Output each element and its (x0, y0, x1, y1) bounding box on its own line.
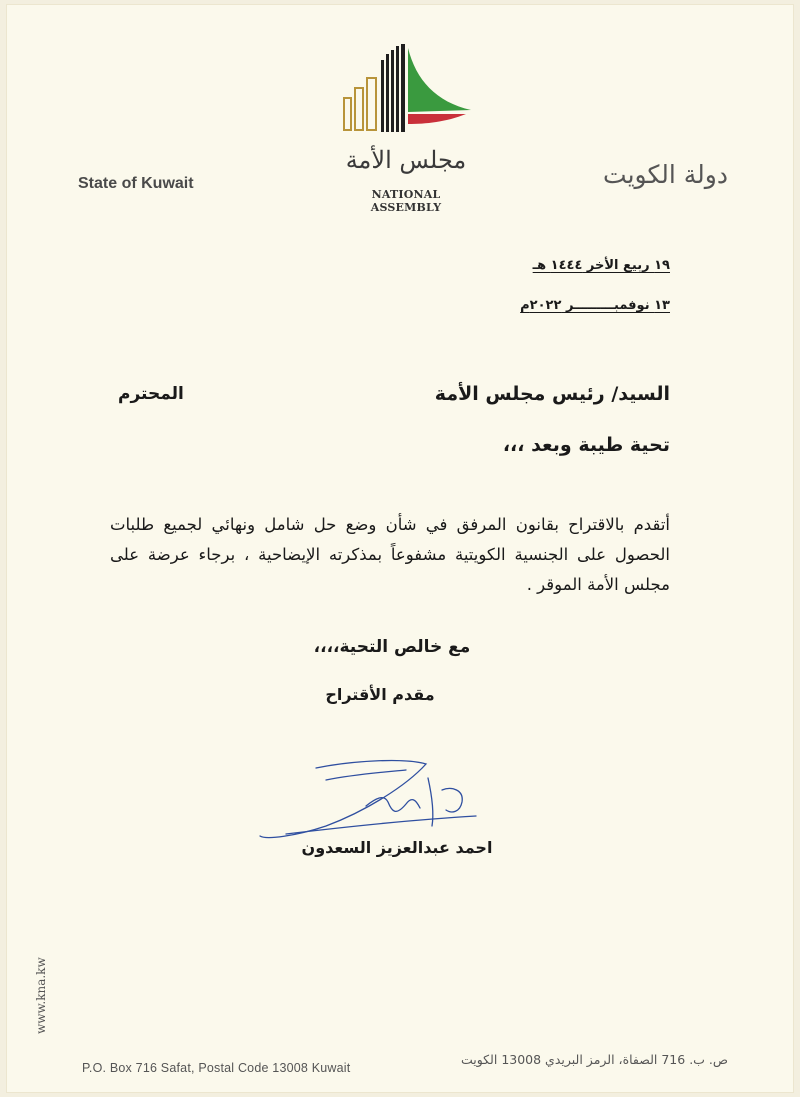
logo-arabic-text: مجلس الأمة (345, 146, 467, 174)
state-arabic: دولة الكويت (603, 160, 728, 189)
state-english: State of Kuwait (78, 175, 194, 192)
gregorian-date: ١٣ نوفمبـــــــــر ٢٠٢٢م (520, 298, 670, 313)
website-url: www.kna.kw (34, 957, 48, 1034)
address-english: P.O. Box 716 Safat, Postal Code 13008 Kuwait (82, 1061, 351, 1075)
closing: مع خالص التحية،،،، (313, 637, 471, 657)
addressee: السيد/ رئيس مجلس الأمة (434, 383, 670, 405)
logo-english-text: NATIONAL ASSEMBLY (370, 188, 442, 214)
letter-page (6, 4, 794, 1093)
greeting: تحية طيبة وبعد ،،، (502, 434, 670, 456)
handwritten-signature (256, 756, 486, 846)
letter-body: أتقدم بالاقتراح بقانون المرفق في شأن وضع حل شامل ونهائي لجميع طلبات الحصول على الجنسية الكويتية مشفوعاً بمذكرته الإيضاحية ، برجاء عرضة على مجلس الأمة الموقر . (110, 515, 670, 594)
honorific: المحترم (118, 384, 184, 404)
signer-name: احمد عبدالعزيز السعدون (301, 838, 493, 857)
address-arabic: ص. ب. 716 الصفاة، الرمز البريدي 13008 الكويت (460, 1052, 728, 1067)
hijri-date: ١٩ ربيع الأخر ١٤٤٤ هـ (532, 258, 670, 273)
submitter-label: مقدم الأقتراح (325, 685, 435, 704)
national-assembly-logo (336, 40, 481, 140)
